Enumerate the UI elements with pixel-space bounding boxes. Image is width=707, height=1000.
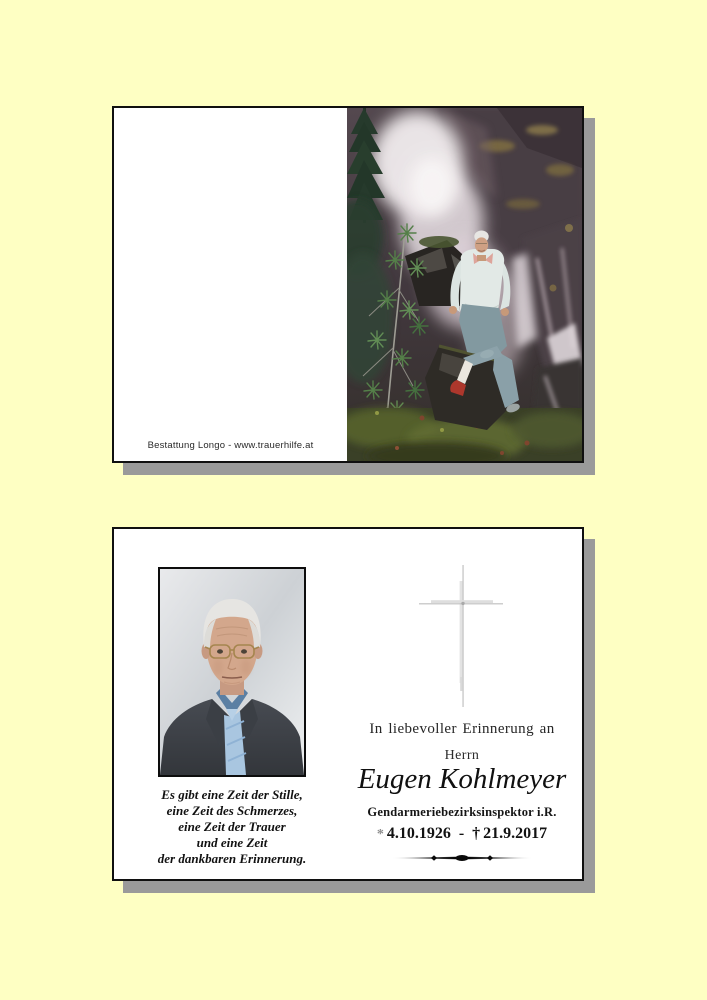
poem-line: der dankbaren Erinnerung. (157, 851, 307, 866)
poem-line: und eine Zeit (196, 835, 268, 850)
poem-line: Es gibt eine Zeit der Stille, (161, 787, 303, 802)
salutation: Herrn (444, 748, 480, 763)
card-back-blank-panel (114, 108, 347, 461)
card-inner-pages (112, 527, 584, 881)
mountain-photo (347, 108, 582, 461)
profession-title: Gendarmeriebezirksinspektor i.R. (367, 805, 557, 819)
memorial-intro: In liebevoller Erinnerung an (369, 721, 555, 737)
life-dates (352, 825, 572, 843)
publisher-line: Bestattung Longo - www.trauerhilfe.at (147, 440, 314, 451)
divider-ornament (352, 851, 572, 869)
cross-ornament (352, 565, 572, 712)
portrait-graphic (160, 569, 304, 775)
poem-line: eine Zeit des Schmerzes, (166, 803, 298, 818)
death-date: 21.9.2017 (483, 825, 548, 842)
date-separator: - (458, 825, 465, 842)
poem-line: eine Zeit der Trauer (178, 819, 286, 834)
birth-symbol: * (376, 827, 384, 842)
cross-icon (407, 565, 517, 707)
birth-date: 4.10.1926 (386, 825, 451, 842)
death-symbol: † (472, 825, 481, 842)
card-back-cover (112, 106, 584, 463)
divider-icon (387, 852, 537, 864)
memorial-column (352, 529, 572, 879)
deceased-name: Eugen Kohlmeyer (357, 763, 567, 795)
poem-text (114, 787, 350, 867)
portrait-photo (158, 567, 306, 777)
